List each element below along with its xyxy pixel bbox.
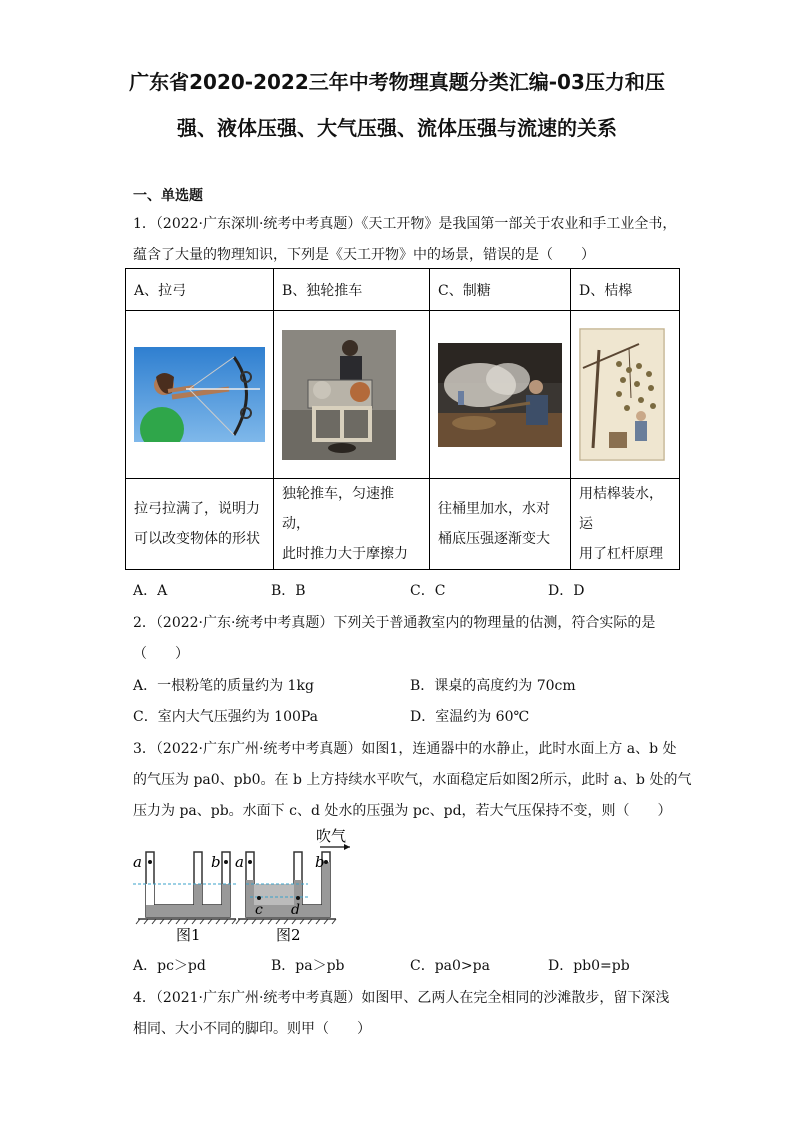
q2-option-a[interactable]: A．一根粉笔的质量约为 1kg: [133, 678, 314, 694]
q1-picture-cell-d: [571, 311, 680, 479]
q1-header-c: C、制糖: [430, 269, 571, 311]
q3-option-b[interactable]: B．pa＞pb: [271, 958, 345, 974]
document-title-line1: 广东省2020-2022三年中考物理真题分类汇编-03压力和压: [129, 70, 665, 94]
figure-2: [235, 827, 350, 944]
q1-picture-cell-a: [126, 311, 274, 479]
blow-label: 吹气: [316, 827, 347, 845]
q1-picture-cell-c: [430, 311, 571, 479]
q1-option-d[interactable]: D．D: [548, 583, 585, 599]
q1-desc-c: 往桶里加水，水对 桶底压强逐渐变大: [430, 479, 571, 570]
sugar-making-image: [438, 343, 562, 447]
fig2-label-a: a: [235, 853, 244, 871]
q1-stem-line2: 蕴含了大量的物理知识，下列是《天工开物》中的场景，错误的是（ ）: [133, 247, 595, 263]
q3-stem-line1: 3．（2022·广东广州·统考中考真题）如图1，连通器中的水静止，此时水面上方 a、b 处: [133, 741, 677, 757]
q1-desc-d: 用桔槔装水，运 用了杠杆原理: [571, 479, 680, 570]
communicating-vessels-figure: [128, 822, 358, 947]
section-heading: 一、单选题: [133, 188, 203, 204]
q1-desc-b: 独轮推车，匀速推动， 此时推力大于摩擦力: [274, 479, 430, 570]
q1-table: [125, 268, 680, 570]
q1-header-b: B、独轮推车: [274, 269, 430, 311]
document-title-line2: 强、液体压强、大气压强、流体压强与流速的关系: [177, 116, 617, 140]
fig2-label-d: d: [291, 902, 300, 918]
fig2-caption: 图2: [276, 926, 301, 944]
fig1-label-a: a: [133, 853, 142, 871]
q1-header-d: D、桔槔: [571, 269, 680, 311]
fig2-label-c: c: [255, 902, 263, 918]
archer-image: [134, 347, 265, 442]
q2-option-d[interactable]: D．室温约为 60℃: [410, 709, 530, 725]
q1-option-a[interactable]: A．A: [133, 583, 168, 599]
q1-desc-a: 拉弓拉满了，说明力 可以改变物体的形状: [126, 479, 274, 570]
q2-option-b[interactable]: B．课桌的高度约为 70cm: [410, 678, 576, 694]
q1-stem-line1: 1．（2022·广东深圳·统考中考真题）《天工开物》是我国第一部关于农业和手工业全书，: [133, 216, 677, 232]
q3-stem-line2: 的气压为 pa0、pb0。在 b 上方持续水平吹气，水面稳定后如图2所示，此时 a、b 处的气: [133, 772, 692, 788]
q4-stem-line1: 4．（2021·广东广州·统考中考真题）如图甲、乙两人在完全相同的沙滩散步，留下深浅: [133, 990, 670, 1006]
q1-option-b[interactable]: B．B: [271, 583, 306, 599]
q2-option-c[interactable]: C．室内大气压强约为 100Pa: [133, 709, 319, 725]
figure-1: [133, 852, 238, 944]
shadoof-image: [579, 328, 665, 461]
q3-stem-line3: 压力为 pa、pb。水面下 c、d 处水的压强为 pc、pd，若大气压保持不变，则（ ）: [133, 803, 672, 819]
fig1-caption: 图1: [176, 926, 201, 944]
wheelbarrow-image: [282, 330, 396, 460]
q1-header-a: A、拉弓: [126, 269, 274, 311]
q1-option-c[interactable]: C．C: [410, 583, 446, 599]
q1-picture-cell-b: [274, 311, 430, 479]
q3-option-d[interactable]: D．pb0=pb: [548, 958, 630, 974]
fig2-label-b: b: [315, 853, 325, 871]
q2-stem-line1: 2．（2022·广东·统考中考真题）下列关于普通教室内的物理量的估测，符合实际的是: [133, 615, 656, 631]
q3-option-a[interactable]: A．pc＞pd: [133, 958, 206, 974]
fig1-label-b: b: [211, 853, 221, 871]
q2-stem-line2: （ ）: [133, 646, 189, 662]
q4-stem-line2: 相同、大小不同的脚印。则甲（ ）: [133, 1021, 371, 1037]
q3-option-c[interactable]: C．pa0>pa: [410, 958, 490, 974]
